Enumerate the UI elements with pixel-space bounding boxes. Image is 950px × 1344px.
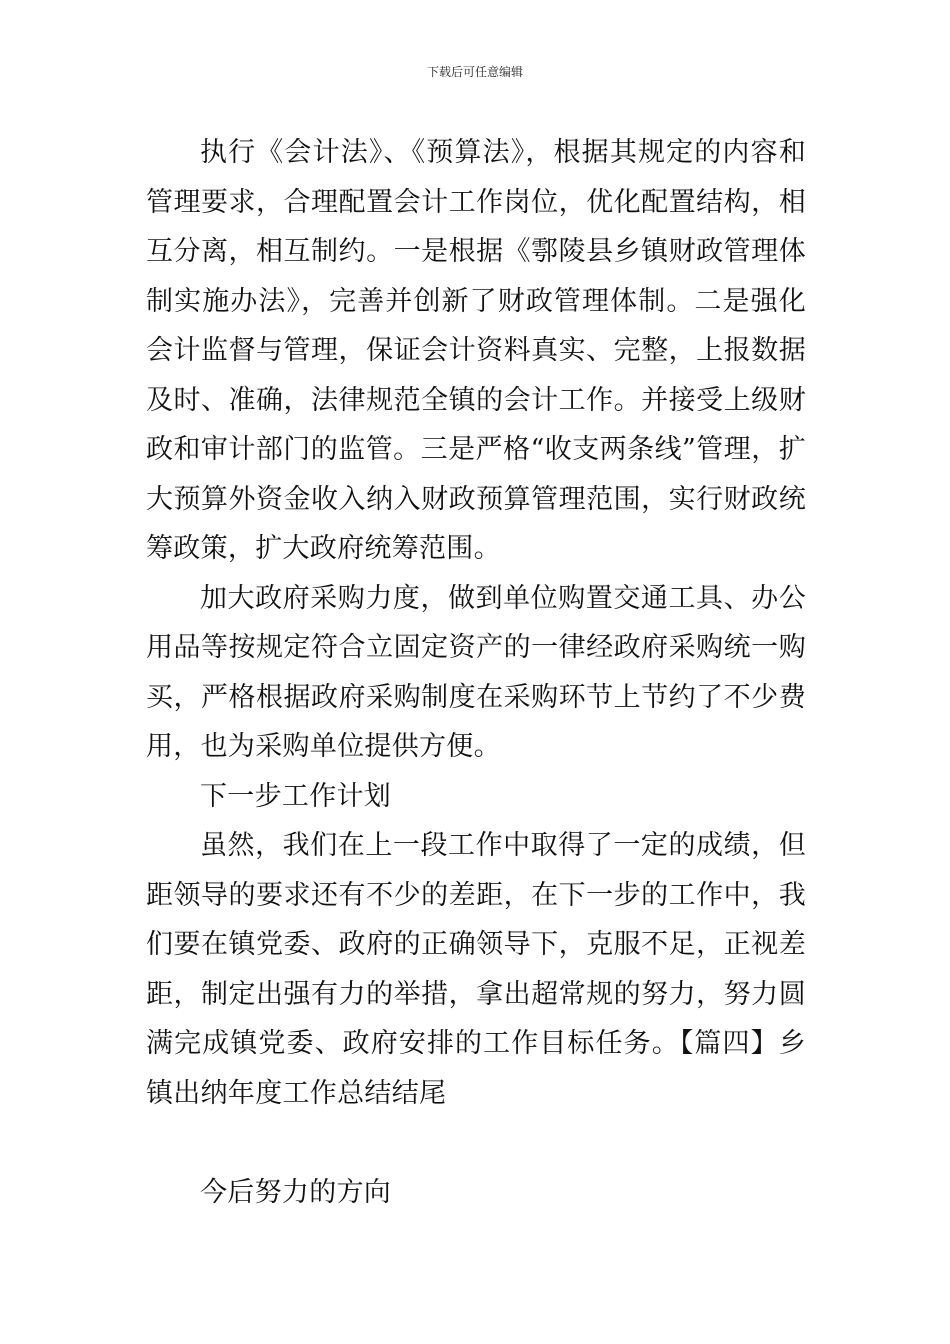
paragraph-government-procurement: 加大政府采购力度，做到单位购置交通工具、办公用品等按规定符合立固定资产的一律经政府采购统一购买，严格根据政府采购制度在采购环节上节约了不少费用，也为采购单位提供方便。 (146, 582, 806, 762)
section-heading-future-direction: 今后努力的方向 (200, 1177, 392, 1208)
section-heading-next-plan: 下一步工作计划 (200, 780, 392, 812)
page-header: 下载后可任意编辑 (426, 65, 523, 79)
paragraph-spacer (146, 1118, 806, 1168)
document-body (146, 128, 806, 1218)
paragraph-next-steps: 虽然，我们在上一段工作中取得了一定的成绩，但距领导的要求还有不少的差距，在下一步的工作中，我们要在镇党委、政府的正确领导下，克服不足，正视差距，制定出强有力的举措，拿出超常规的努力，努力圆满完成镇党委、政府安排的工作目标任务。【篇四】乡镇出纳年度工作总结结尾 (146, 830, 806, 1109)
paragraph-accounting-law: 执行《会计法》、《预算法》，根据其规定的内容和管理要求，合理配置会计工作岗位，优化配置结构，相互分离，相互制约。一是根据《鄠陵县乡镇财政管理体制实施办法》，完善并创新了财政管理体制。二是强化会计监督与管理，保证会计资料真实、完整，上报数据及时、准确，法律规范全镇的会计工作。并接受上级财政和审计部门的监管。三是严格“收支两条线”管理，扩大预算外资金收入纳入财政预算管理范围，实行财政统筹政策，扩大政府统筹范围。 (146, 137, 806, 564)
